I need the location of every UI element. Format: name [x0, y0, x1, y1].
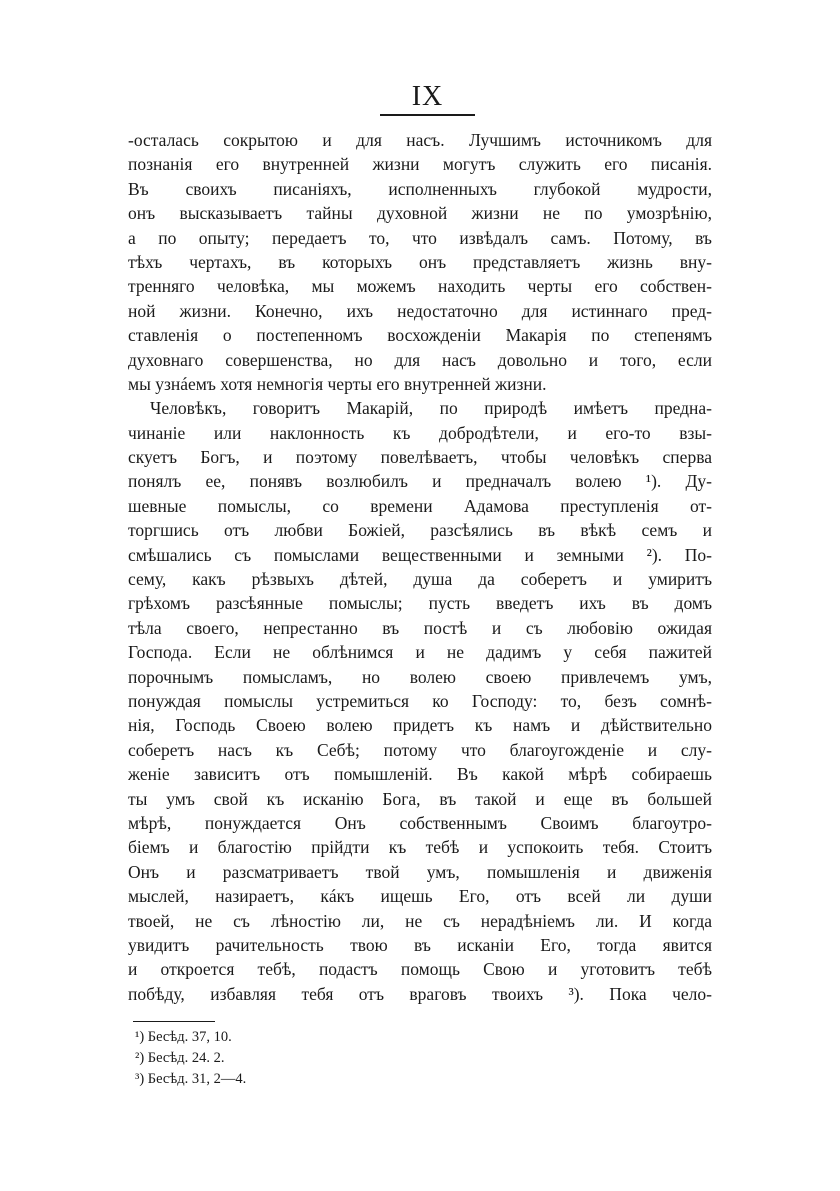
- text-line: тѣхъ чертахъ, въ которыхъ онъ представляетъ жизнь вну-: [128, 251, 712, 272]
- text-line: понуждая помыслы устремиться ко Господу: то, безъ сомнѣ-: [128, 690, 712, 711]
- text-line: духовнаго совершенства, но для насъ довольно и того, если: [128, 349, 712, 370]
- text-line: тѣла своего, непрестанно въ постѣ и съ любовію ожидая: [128, 617, 712, 638]
- text-line: сему, какъ рѣзвыхъ дѣтей, душа да соберетъ и умиритъ: [128, 569, 712, 590]
- text-line: и откроется тебѣ, подастъ помощь Свою и уготовитъ тебѣ: [128, 959, 712, 980]
- text-line: скуетъ Богъ, и поэтому повелѣваетъ, чтобы человѣкъ сперва: [128, 447, 712, 468]
- text-line: мѣрѣ, понуждается Онъ собственнымъ Своимъ благоутро-: [128, 812, 712, 833]
- footnote: ³) Бесѣд. 31, 2—4.: [135, 1071, 247, 1087]
- text-line: Человѣкъ, говоритъ Макарій, по природѣ имѣетъ предна-: [150, 398, 712, 419]
- footnote-rule: [133, 1021, 215, 1022]
- text-line: тренняго человѣка, мы можемъ находить черты его собствен-: [128, 276, 712, 297]
- text-line: твоей, не съ лѣностію ли, не съ нерадѣніемъ ли. И когда: [128, 910, 712, 931]
- text-line: Въ своихъ писаніяхъ, исполненныхъ глубокой мудрости,: [128, 178, 712, 199]
- text-line: ной жизни. Конечно, ихъ недостаточно для истиннаго пред-: [128, 300, 712, 321]
- text-line: біемъ и благостію прійдти къ тебѣ и успокоить тебя. Стоитъ: [128, 837, 712, 858]
- text-line: мы узнáемъ хотя немногія черты его внутренней жизни.: [128, 373, 547, 394]
- footnotes: [135, 1027, 435, 1090]
- text-line: женіе зависитъ отъ помышленій. Въ какой мѣрѣ собираешь: [128, 764, 712, 785]
- text-line: онъ высказываетъ тайны духовной жизни не по умозрѣнію,: [128, 203, 712, 224]
- text-line: понялъ ее, понявъ возлюбилъ и предначалъ волею ¹). Ду-: [128, 471, 712, 492]
- text-line: ты умъ свой къ исканію Бога, въ такой и еще въ большей: [128, 788, 712, 809]
- text-line: мыслей, назираетъ, кáкъ ищешь Его, отъ всей ли души: [128, 886, 712, 907]
- footnote: ¹) Бесѣд. 37, 10.: [135, 1029, 232, 1045]
- text-line: нія, Господь Своею волею придетъ къ намъ и дѣйствительно: [128, 715, 712, 736]
- text-line: побѣду, избавляя тебя отъ враговъ твоихъ ³). Пока чело-: [128, 983, 712, 1004]
- text-line: соберетъ насъ къ Себѣ; потому что благоугожденіе и слу-: [128, 739, 712, 760]
- text-line: чинаніе или наклонность къ добродѣтели, и его-то взы-: [128, 422, 712, 443]
- text-line: -осталась сокрытою и для насъ. Лучшимъ источникомъ для: [128, 130, 712, 150]
- page-number: IX: [411, 81, 444, 112]
- text-line: торгшись отъ любви Божіей, разсѣялись въ вѣкѣ семъ и: [128, 520, 712, 541]
- footnote: ²) Бесѣд. 24. 2.: [135, 1050, 225, 1066]
- body-text: [128, 128, 712, 1006]
- text-line: смѣшались съ помыслами вещественными и земными ²). По-: [128, 544, 712, 565]
- text-line: Онъ и разсматриваетъ твой умъ, помышленія и движенія: [128, 861, 712, 882]
- text-line: а по опыту; передаетъ то, что извѣдалъ самъ. Потому, въ: [128, 227, 712, 248]
- text-line: шевные помыслы, со времени Адамова преступленія от-: [128, 495, 712, 516]
- text-line: порочнымъ помысламъ, но волею своею привлечемъ умъ,: [128, 666, 712, 687]
- page-number-rule: [380, 114, 475, 116]
- text-line: познанія его внутренней жизни могутъ служить его писанія.: [128, 154, 712, 175]
- text-line: грѣхомъ разсѣянные помыслы; пусть введетъ ихъ въ домъ: [128, 593, 712, 614]
- text-line: увидитъ рачительность твою въ исканіи Его, тогда явится: [128, 934, 712, 955]
- text-line: ставленія о постепенномъ восхожденіи Макарія по степенямъ: [128, 325, 712, 346]
- text-line: Господа. Если не облѣнимся и не дадимъ у себя пажитей: [128, 642, 712, 663]
